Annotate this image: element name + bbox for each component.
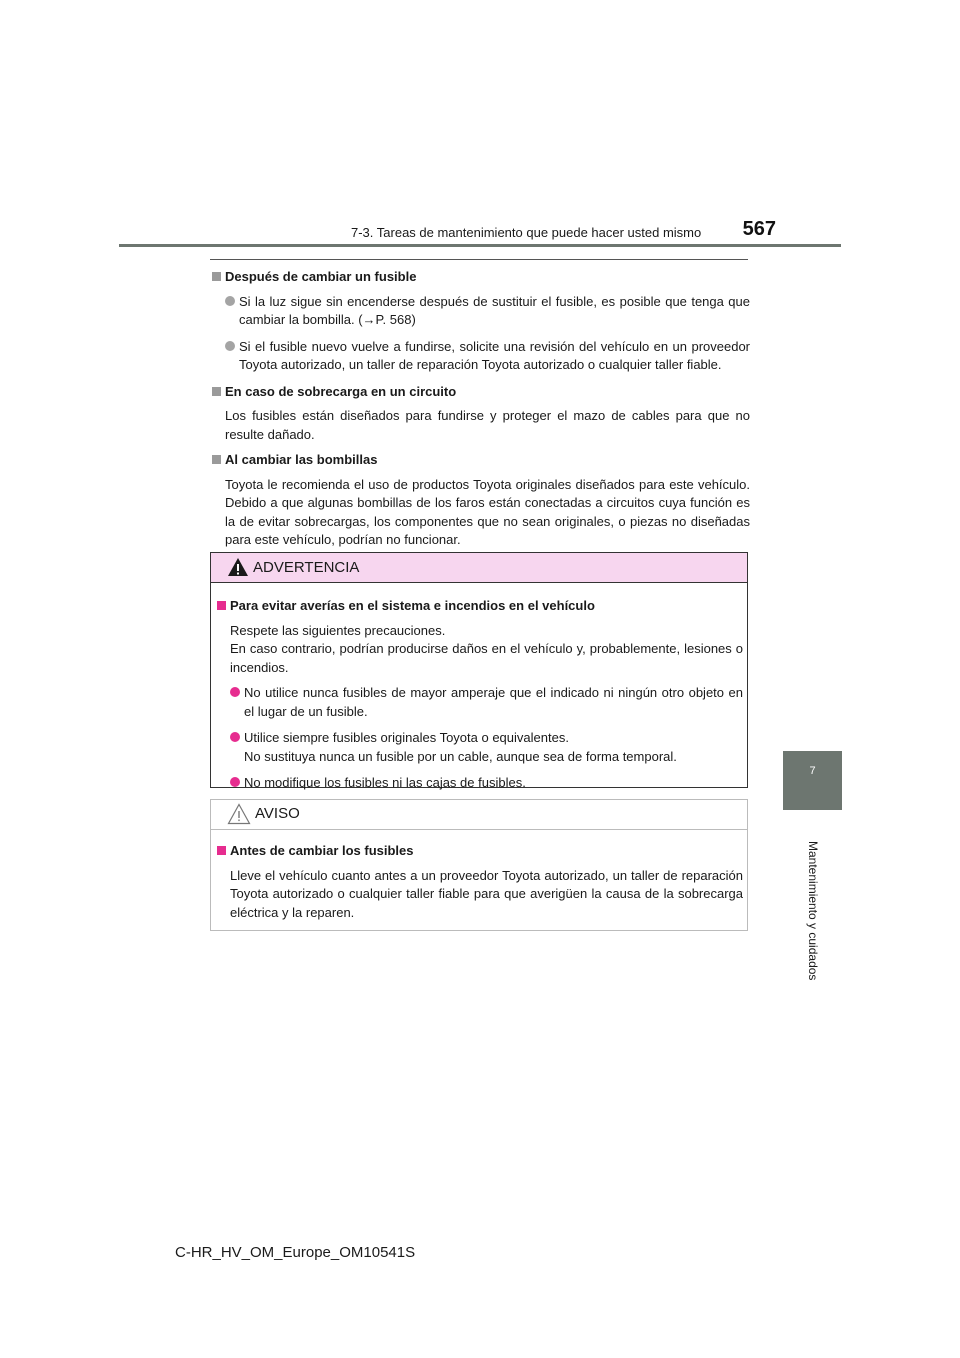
document-code: C-HR_HV_OM_Europe_OM10541S: [175, 1244, 416, 1261]
chapter-title: Mantenimiento y cuidados: [806, 841, 820, 981]
chapter-tab: [783, 751, 842, 810]
square-bullet-icon: [212, 455, 221, 464]
list-item: Si la luz sigue sin encenderse después de sustituir el fusible, es posible que tenga que cambiar la bombilla. (→P. 568): [210, 293, 750, 330]
header-rule: [119, 244, 841, 247]
section-title: Al cambiar las bombillas: [210, 451, 750, 470]
round-bullet-icon: [225, 341, 235, 351]
header-section-title: 7-3. Tareas de mantenimiento que puede hacer usted mismo: [351, 225, 702, 240]
notice-box: [210, 799, 748, 931]
warning-triangle-icon: [227, 557, 249, 577]
list-item: No modifique los fusibles ni las cajas de fusibles.: [215, 774, 743, 793]
warning-label: ADVERTENCIA: [253, 559, 360, 576]
section-text: Los fusibles están diseñados para fundirse y proteger el mazo de cables para que no resulte dañado.: [225, 408, 750, 442]
content-top-rule: [210, 259, 748, 260]
square-bullet-icon: [217, 846, 226, 855]
warning-title: Para evitar averías en el sistema e incendios en el vehículo: [215, 597, 743, 616]
warning-intro: Respete las siguientes precauciones.: [230, 622, 446, 638]
section-title: Después de cambiar un fusible: [210, 268, 750, 287]
round-bullet-icon: [225, 296, 235, 306]
chapter-number: 7: [809, 765, 816, 777]
notice-title: Antes de cambiar los fusibles: [215, 842, 743, 861]
round-bullet-icon: [230, 687, 240, 697]
list-item: Utilice siempre fusibles originales Toyota o equivalentes. No sustituya nunca un fusible por un cable, aunque sea de forma temporal.: [215, 729, 743, 766]
warning-body: [215, 597, 743, 801]
square-bullet-icon: [212, 272, 221, 281]
notice-label: AVISO: [255, 805, 300, 822]
warning-box: [210, 552, 748, 788]
main-content: [210, 268, 750, 557]
notice-header: [211, 800, 747, 830]
list-item: No utilice nunca fusibles de mayor amperaje que el indicado ni ningún otro objeto en el lugar de un fusible.: [215, 684, 743, 721]
warning-intro: En caso contrario, podrían producirse daños en el vehículo y, probablemente, lesiones o incendios.: [230, 641, 743, 675]
list-item: Si el fusible nuevo vuelve a fundirse, solicite una revisión del vehículo en un proveedor Toyota autorizado, un taller de reparación Toyota autorizado o cualquier taller fiable.: [210, 338, 750, 375]
round-bullet-icon: [230, 777, 240, 787]
notice-text: Lleve el vehículo cuanto antes a un proveedor Toyota autorizado, un taller de reparación Toyota autorizado o cualquier taller fiable para que averigüen la causa de la sobrecarga eléctrica y la reparen.: [230, 867, 743, 920]
square-bullet-icon: [217, 601, 226, 610]
caution-triangle-outline-icon: [227, 803, 251, 825]
page-number: 567: [742, 218, 776, 240]
round-bullet-icon: [230, 732, 240, 742]
notice-body: [215, 842, 743, 929]
section-title: En caso de sobrecarga en un circuito: [210, 383, 750, 402]
section-text: Toyota le recomienda el uso de productos Toyota originales diseñados para este vehículo. Debido a que algunas bombillas de los faros están conectadas a circuitos cuya función es la de evitar sobrecargas, los componentes que no sean originales, o piezas no diseñadas para este vehículo, podrían no funcionar.: [225, 476, 750, 547]
warning-header: [211, 553, 747, 583]
square-bullet-icon: [212, 387, 221, 396]
